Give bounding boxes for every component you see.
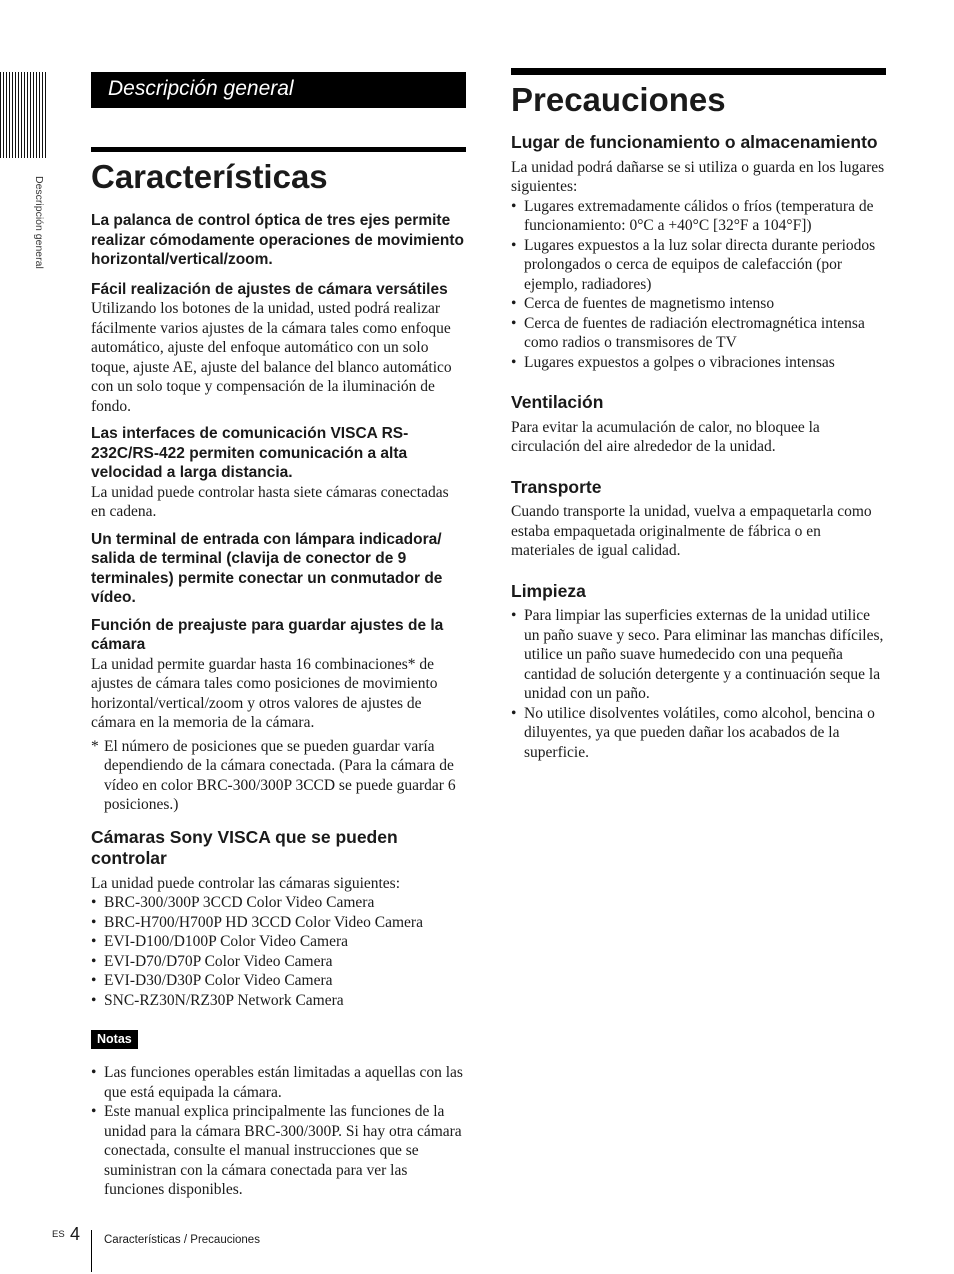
feature-heading-terminal: Un terminal de entrada con lámpara indicadora/ salida de terminal (clavija de conector de 9 terminales) permite conectar un conmutador de vídeo. bbox=[91, 530, 443, 606]
ventilation-body: Para evitar la acumulación de calor, no bloquee la circulación del aire alrededor de la unidad. bbox=[511, 418, 820, 455]
page-title-caracteristicas: Características bbox=[91, 147, 466, 196]
list-item: • Este manual explica principalmente las funciones de la unidad para la cámara BRC-300/300P. Si hay otra cámara conectada, consulte el manual instrucciones que se suministran con la cámara conectada para ver las funciones disponibles. bbox=[91, 1102, 466, 1200]
cleaning-list bbox=[511, 606, 886, 762]
right-column bbox=[511, 68, 886, 762]
footer-language: ES bbox=[52, 1229, 65, 1240]
section-banner: Descripción general bbox=[91, 72, 466, 108]
left-column bbox=[91, 72, 466, 1200]
list-item: • EVI-D100/D100P Color Video Camera bbox=[91, 932, 466, 952]
notes-list bbox=[91, 1063, 466, 1200]
footnote-text: El número de posiciones que se pueden guardar varía dependiendo de la cámara conectada. (Para la cámara de vídeo en color BRC-300/300P 3CCD se puede guardar 6 posiciones.) bbox=[104, 737, 456, 813]
footer-section-title: Características / Precauciones bbox=[104, 1234, 260, 1246]
transport-body: Cuando transporte la unidad, vuelva a empaquetarla como estaba empaquetada originalmente de fábrica o en materiales de igual calidad. bbox=[511, 503, 872, 559]
ventilation-heading: Ventilación bbox=[511, 392, 604, 412]
list-item: • SNC-RZ30N/RZ30P Network Camera bbox=[91, 991, 466, 1011]
cameras-heading: Cámaras Sony VISCA que se pueden controlar bbox=[91, 826, 398, 868]
cameras-list bbox=[91, 893, 466, 1010]
notes-badge-wrap bbox=[91, 1030, 466, 1049]
list-item: • BRC-300/300P 3CCD Color Video Camera bbox=[91, 893, 466, 913]
footer-divider bbox=[91, 1230, 92, 1272]
cleaning-heading: Limpieza bbox=[511, 580, 586, 601]
location-intro: La unidad podrá dañarse se si utiliza o guarda en los lugares siguientes: bbox=[511, 158, 885, 195]
list-item: • Lugares expuestos a la luz solar directa durante periodos prolongados o cerca de equipos de calefacción (por ejemplo, radiadores) bbox=[511, 236, 886, 295]
list-item: • Cerca de fuentes de magnetismo intenso bbox=[511, 294, 886, 314]
list-item: • Las funciones operables están limitadas a aquellas con las que está equipada la cámara. bbox=[91, 1063, 466, 1102]
feature-body-ajustes: Utilizando los botones de la unidad, usted podrá realizar fácilmente varios ajustes de la cámara tales como enfoque automático, ajuste del enfoque automático con un solo toque, ajuste AE, ajuste del balance del blanco automático con un solo toque y compensación de la iluminación de fondo. bbox=[91, 300, 452, 415]
footnote-star: * bbox=[91, 737, 99, 755]
feature-heading-visca: Las interfaces de comunicación VISCA RS-232C/RS-422 permiten comunicación a alta velocidad a larga distancia. bbox=[91, 425, 409, 481]
notes-badge: Notas bbox=[91, 1030, 138, 1049]
list-item: • Cerca de fuentes de radiación electromagnética intensa como radios o transmisores de TV bbox=[511, 314, 886, 353]
lead-heading: La palanca de control óptica de tres ejes permite realizar cómodamente operaciones de movimiento horizontal/vertical/zoom. bbox=[91, 212, 464, 268]
list-item: • BRC-H700/H700P HD 3CCD Color Video Camera bbox=[91, 913, 466, 933]
feature-heading-preajuste: Función de preajuste para guardar ajustes de la cámara bbox=[91, 616, 444, 653]
location-heading: Lugar de funcionamiento o almacenamiento bbox=[511, 132, 878, 152]
list-item: • No utilice disolventes volátiles, como alcohol, bencina o diluyentes, ya que pueden dañar los acabados de la superficie. bbox=[511, 704, 886, 763]
list-item: • EVI-D30/D30P Color Video Camera bbox=[91, 971, 466, 991]
transport-heading: Transporte bbox=[511, 476, 602, 497]
list-item: • Lugares extremadamente cálidos o fríos (temperatura de funcionamiento: 0°C a +40°C [32°F a 104°F]) bbox=[511, 197, 886, 236]
list-item: • EVI-D70/D70P Color Video Camera bbox=[91, 952, 466, 972]
footnote bbox=[91, 737, 466, 815]
feature-body-visca: La unidad puede controlar hasta siete cámaras conectadas en cadena. bbox=[91, 483, 449, 520]
list-item: • Para limpiar las superficies externas de la unidad utilice un paño suave y seco. Para eliminar las manchas difíciles, utilice un paño suave humedecido con una pequeña cantidad de solución detergente y a continuación seque la unidad con un paño. bbox=[511, 606, 886, 704]
footer-page-number: 4 bbox=[70, 1224, 81, 1244]
feature-heading-ajustes: Fácil realización de ajustes de cámara versátiles bbox=[91, 280, 448, 298]
location-list bbox=[511, 197, 886, 373]
page-title-precauciones: Precauciones bbox=[511, 68, 886, 119]
feature-body-preajuste: La unidad permite guardar hasta 16 combinaciones* de ajustes de cámara tales como posiciones de movimiento horizontal/vertical/zoom y otros valores de ajustes de cámara en la memoria de la cámara. bbox=[91, 655, 438, 731]
cameras-intro: La unidad puede controlar las cámaras siguientes: bbox=[91, 874, 401, 892]
side-tab-label: Descripción general bbox=[33, 176, 45, 269]
side-tab-lines bbox=[0, 72, 46, 158]
list-item: • Lugares expuestos a golpes o vibraciones intensas bbox=[511, 353, 886, 373]
